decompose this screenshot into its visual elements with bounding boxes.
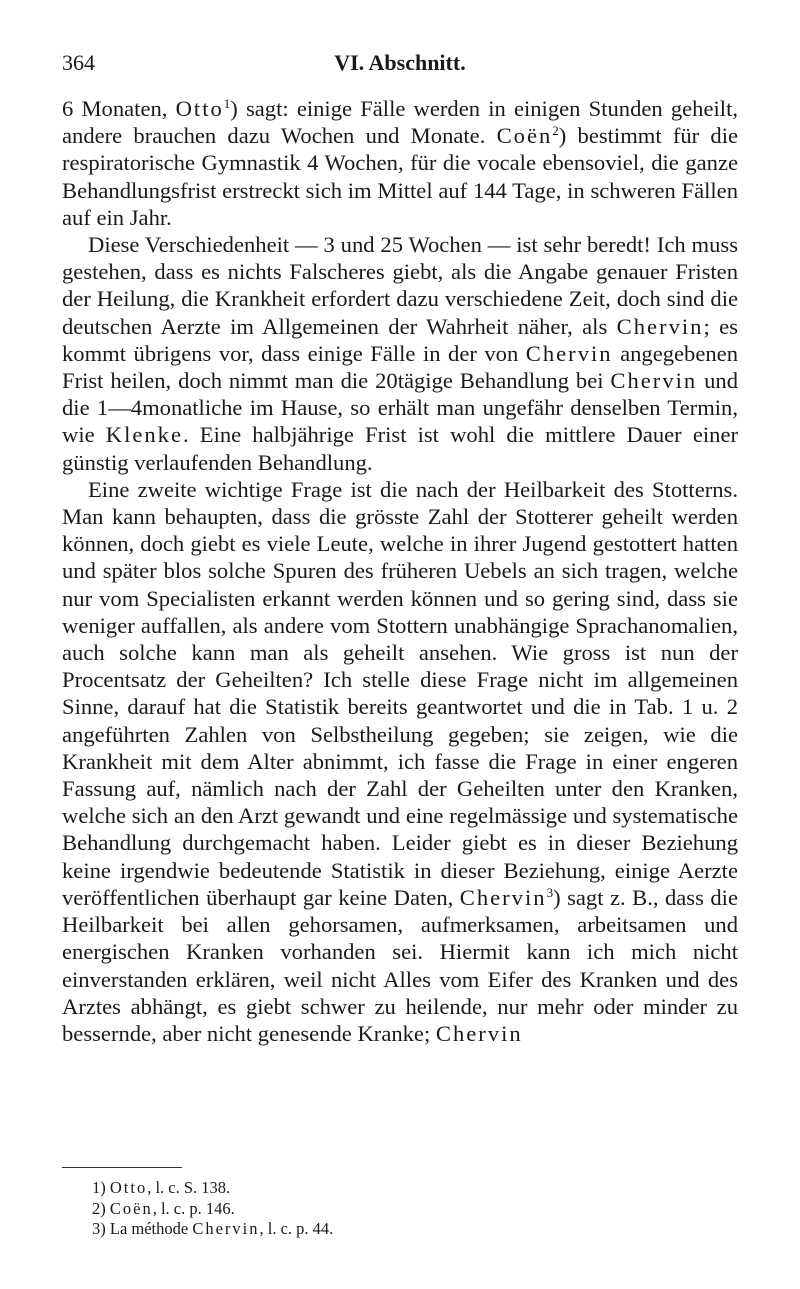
footnote-ref: 1 [223, 96, 231, 111]
author-name: Chervin [610, 368, 698, 394]
paragraph-1: 6 Monaten, Otto$^1$) sagt: einige Fälle werden in einigen Stunden geheilt, andere brauchen dazu Wochen und Monate. Coën$^2$) bestimmt für die respiratorische Gymnastik 4 Wochen, für die vocale ebensoviel, die ganze Behandlungsfrist erstreckt sich im Mittel auf 144 Tage, in schweren Fällen auf ein Jahr. [62, 96, 739, 230]
footnote-1: 1) Otto, l. c. S. 138. [92, 1178, 231, 1197]
page-header [62, 50, 738, 80]
author-name: Klenke [105, 422, 183, 448]
author-name: Otto [109, 1178, 148, 1197]
author-name: Coën [109, 1198, 153, 1218]
body-text [62, 95, 738, 1047]
author-name: Chervin [459, 884, 547, 910]
author-name: Coën [496, 123, 553, 149]
author-name: Chervin [616, 313, 704, 339]
paragraph-2: Diese Verschiedenheit — 3 und 25 Wochen — ist sehr beredt! Ich muss gestehen, dass es nichts Falscheres giebt, als die Angabe genauer Fristen der Heilung, die Krankheit erfordert dazu verschiedene Zeit, doch sind die deutschen Aerzte im Allgemeinen der Wahrheit näher, als Chervin; es kommt übrigens vor, dass einige Fälle in der von Chervin angegebenen Frist heilen, doch nimmt man die 20tägige Behandlung bei Chervin und die 1—4monatliche im Hause, so erhält man ungefähr denselben Termin, wie Klenke. Eine halbjährige Frist ist wohl die mittlere Dauer einer günstig verlaufenden Behandlung. [62, 232, 738, 475]
footnote-2: 2) Coën, l. c. p. 146. [92, 1198, 235, 1218]
author-name: Chervin [525, 340, 613, 366]
footnotes [92, 1178, 712, 1240]
paragraph-3: Eine zweite wichtige Frage ist die nach der Heilbarkeit des Stotterns. Man kann behaupten, dass die grösste Zahl der Stotterer geheilt werden können, doch giebt es viele Leute, welche in ihrer Jugend gestottert hatten und später blos solche Spuren des früheren Uebels an sich tragen, welche nur vom Specialisten erkannt werden können und so gering sind, dass sie weniger auffallen, als andere vom Stottern unabhängige Sprachanomalien, auch solche kann man als geheilt ansehen. Wie gross ist nun der Procentsatz der Geheilten? Ich stelle diese Frage nicht im allgemeinen Sinne, darauf hat die Statistik bereits geantwortet und die in Tab. 1 u. 2 angeführten Zahlen von Selbstheilung gegeben; sie zeigen, wie die Krankheit mit dem Alter abnimmt, ich fasse die Frage in einer engeren Fassung auf, nämlich nach der Zahl der Geheilten unter den Kranken, welche sich an den Arzt gewandt und eine regelmässige und systematische Behandlung durchgemacht haben. Leider giebt es in dieser Beziehung keine irgendwie bedeutende Statistik in dieser Beziehung, einige Aerzte veröffentlichen überhaupt gar keine Daten, Chervin$^3$) sagt z. B., dass die Heilbarkeit bei allen gehorsamen, aufmerksamen, arbeitsamen und energischen Kranken vorhanden sei. Hiermit kann ich mich nicht einverstanden erklären, weil nicht Alles vom Eifer des Kranken und des Arztes abhängt, es giebt schwer zu heilende, nur mehr oder minder zu bessernde, aber nicht genesende Kranke; Chervin [62, 476, 738, 1046]
footnote-ref: 2 [552, 123, 559, 139]
running-head: VI. Abschnitt. [334, 50, 466, 75]
footnote-ref: 3 [546, 884, 554, 900]
footnote-divider [62, 1167, 182, 1168]
author-name: Chervin [192, 1219, 260, 1238]
author-name: Otto [175, 96, 224, 121]
page-number: 364 [62, 50, 95, 75]
footnote-3: 3) La méthode Chervin, l. c. p. 44. [92, 1219, 334, 1238]
author-name: Chervin [435, 1020, 523, 1046]
